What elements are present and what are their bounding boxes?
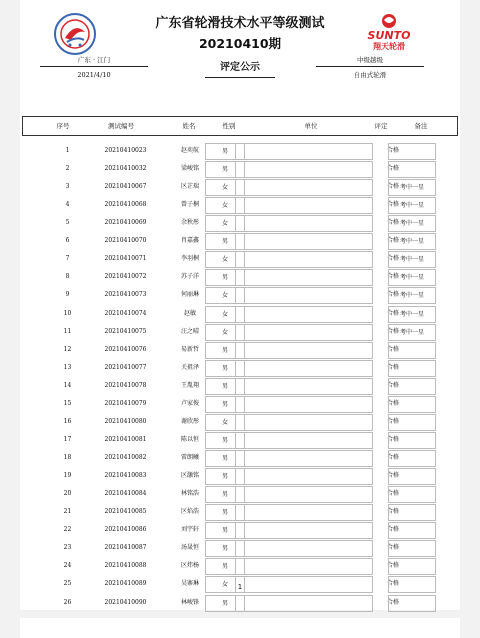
row-sex: 男 (205, 432, 245, 449)
row-sex: 男 (205, 143, 245, 160)
row-unit (235, 486, 373, 503)
row-name: 关祖泽 (180, 363, 199, 371)
page-number: 1 (237, 583, 243, 591)
row-note: 考中一星 (388, 287, 436, 304)
row-test-id: 20210410081 (104, 435, 147, 443)
row-result: 合格 (386, 309, 399, 317)
row-test-id: 20210410077 (104, 363, 147, 371)
row-unit (235, 396, 373, 413)
row-name: 易新哲 (180, 345, 199, 353)
row-result: 合格 (386, 508, 399, 516)
row-number: 14 (63, 381, 72, 389)
sponsor-logo (366, 12, 412, 52)
row-test-id: 20210410074 (104, 309, 147, 317)
row-unit (235, 269, 373, 286)
row-note (388, 576, 436, 593)
row-note: 考中一星 (388, 233, 436, 250)
row-note (388, 378, 436, 395)
row-result: 合格 (386, 183, 399, 191)
header-sex: 性别 (222, 122, 236, 130)
row-unit (235, 414, 373, 431)
row-name: 汪之晴 (180, 327, 199, 335)
row-test-id: 20210410089 (104, 580, 147, 588)
row-sex: 女 (205, 414, 245, 431)
table-row (40, 287, 430, 304)
row-note (388, 486, 436, 503)
row-sex: 男 (205, 450, 245, 467)
row-name: 赵奕航 (180, 147, 199, 154)
row-test-id: 20210410082 (104, 454, 147, 462)
row-unit (235, 378, 373, 395)
table-row (40, 414, 430, 431)
row-sex: 男 (205, 595, 245, 612)
row-test-id: 20210410075 (104, 327, 147, 335)
row-name: 刘宇轩 (180, 526, 199, 534)
row-note: 考中一星 (388, 179, 436, 196)
row-sex: 男 (205, 342, 245, 359)
row-unit (235, 233, 373, 250)
row-note: 考中一星 (388, 269, 436, 286)
table-header (22, 116, 458, 136)
row-note: 考中一星 (388, 251, 436, 268)
table-row (40, 522, 430, 539)
table-row (40, 233, 430, 250)
level-underline (316, 66, 424, 67)
row-note (388, 414, 436, 431)
row-number: 12 (63, 345, 72, 353)
row-note (388, 450, 436, 467)
row-result: 合格 (386, 291, 399, 299)
row-test-id: 20210410076 (104, 345, 147, 353)
row-test-id: 20210410073 (104, 291, 147, 299)
table-row (40, 251, 430, 268)
row-note (388, 540, 436, 557)
row-result: 合格 (386, 219, 399, 227)
row-result: 合格 (386, 147, 399, 154)
row-test-id: 20210410087 (104, 544, 147, 552)
row-sex: 女 (205, 179, 245, 196)
row-number: 2 (65, 165, 70, 173)
row-result: 合格 (386, 526, 399, 534)
row-sex: 男 (205, 486, 245, 503)
row-number: 25 (63, 580, 72, 588)
row-number: 1 (65, 147, 70, 154)
row-unit (235, 450, 373, 467)
row-number: 15 (63, 399, 72, 407)
row-unit (235, 215, 373, 232)
table-row (40, 504, 430, 521)
row-name: 苏子洋 (180, 273, 199, 281)
row-unit (235, 504, 373, 521)
row-unit (235, 595, 373, 612)
row-sex: 女 (205, 215, 245, 232)
row-note (388, 432, 436, 449)
table-row (40, 468, 430, 485)
row-note (388, 558, 436, 575)
row-result: 合格 (386, 544, 399, 552)
row-sex: 男 (205, 161, 245, 178)
row-test-id: 20210410088 (104, 562, 147, 570)
row-test-id: 20210410080 (104, 417, 147, 425)
row-name: 李羽桐 (180, 255, 199, 263)
table-row (40, 197, 430, 214)
row-result: 合格 (386, 490, 399, 498)
row-result: 合格 (386, 165, 399, 173)
row-test-id: 20210410068 (104, 201, 147, 209)
row-test-id: 20210410078 (104, 381, 147, 389)
row-name: 赵敏 (183, 309, 196, 317)
row-name: 区灏铭 (180, 472, 199, 480)
row-number: 5 (65, 219, 70, 227)
row-note (388, 522, 436, 539)
row-name: 林峻锋 (180, 598, 199, 606)
row-name: 余秋彤 (180, 219, 199, 227)
table-row (40, 179, 430, 196)
row-test-id: 20210410070 (104, 237, 147, 245)
table-row (40, 161, 430, 178)
row-name: 肖嘉鑫 (180, 237, 199, 245)
table-row (40, 215, 430, 232)
row-number: 3 (65, 183, 70, 191)
row-number: 19 (63, 472, 72, 480)
row-name: 陈以恒 (180, 435, 199, 443)
row-name: 汤晟恒 (180, 544, 199, 552)
header-no: 序号 (56, 122, 70, 130)
row-sex: 男 (205, 360, 245, 377)
header-name: 姓名 (182, 122, 196, 130)
row-result: 合格 (386, 381, 399, 389)
row-number: 9 (65, 291, 70, 299)
row-name: 卢家俊 (180, 399, 199, 407)
row-note: 考中一星 (388, 197, 436, 214)
row-test-id: 20210410023 (104, 147, 147, 154)
row-result: 合格 (386, 454, 399, 462)
row-number: 6 (65, 237, 70, 245)
row-result: 合格 (386, 201, 399, 209)
row-unit (235, 576, 373, 593)
row-sex: 女 (205, 251, 245, 268)
row-test-id: 20210410072 (104, 273, 147, 281)
table-row (40, 540, 430, 557)
row-note (388, 342, 436, 359)
row-number: 20 (63, 490, 72, 498)
table-row (40, 143, 430, 160)
sponsor-logo-text: SUNTO (367, 29, 411, 42)
row-note (388, 504, 436, 521)
row-test-id: 20210410067 (104, 183, 147, 191)
row-unit (235, 161, 373, 178)
row-number: 11 (63, 327, 72, 335)
association-logo (53, 12, 97, 56)
row-note (388, 360, 436, 377)
row-unit (235, 143, 373, 160)
row-number: 22 (63, 526, 72, 534)
row-result: 合格 (386, 345, 399, 353)
row-name: 林铭浩 (180, 490, 199, 498)
row-sex: 女 (205, 576, 245, 593)
row-unit (235, 558, 373, 575)
table-row (40, 378, 430, 395)
row-result: 合格 (386, 435, 399, 443)
row-sex: 女 (205, 197, 245, 214)
row-number: 18 (63, 454, 72, 462)
row-unit (235, 287, 373, 304)
table-row (40, 269, 430, 286)
row-number: 23 (63, 544, 72, 552)
date-label: 2021/4/10 (77, 71, 111, 79)
subtitle-underline (205, 77, 275, 78)
document-subtitle: 评定公示 (220, 62, 260, 73)
row-result: 合格 (386, 273, 399, 281)
row-name: 王胤翔 (180, 381, 199, 389)
table-row (40, 450, 430, 467)
category-label: 自由式轮滑 (353, 71, 387, 79)
row-unit (235, 540, 373, 557)
row-sex: 男 (205, 522, 245, 539)
row-name: 曾子桐 (180, 201, 199, 209)
row-test-id: 20210410069 (104, 219, 147, 227)
row-test-id: 20210410090 (104, 598, 147, 606)
row-sex: 女 (205, 287, 245, 304)
row-number: 21 (63, 508, 72, 516)
row-sex: 男 (205, 269, 245, 286)
row-sex: 女 (205, 324, 245, 341)
header-id: 测试编号 (108, 122, 134, 130)
location-label: 广东 · 江门 (77, 56, 111, 64)
row-unit (235, 251, 373, 268)
row-name: 何丽琳 (180, 291, 199, 299)
row-result: 合格 (386, 363, 399, 371)
row-unit (235, 342, 373, 359)
row-note (388, 468, 436, 485)
row-sex: 男 (205, 233, 245, 250)
row-unit (235, 179, 373, 196)
row-number: 8 (65, 273, 70, 281)
row-note: 考中一星 (388, 306, 436, 323)
row-unit (235, 306, 373, 323)
row-sex: 男 (205, 504, 245, 521)
row-test-id: 20210410032 (104, 165, 147, 173)
level-label: 中级越级 (357, 56, 383, 64)
table-row (40, 342, 430, 359)
row-result: 合格 (386, 562, 399, 570)
row-result: 合格 (386, 237, 399, 245)
row-test-id: 20210410071 (104, 255, 147, 263)
row-name: 谢欣彤 (180, 417, 199, 425)
table-row (40, 486, 430, 503)
row-unit (235, 324, 373, 341)
table-row (40, 595, 430, 612)
row-result: 合格 (386, 598, 399, 606)
table-row (40, 306, 430, 323)
table-row (40, 360, 430, 377)
location-underline (40, 66, 148, 67)
row-unit (235, 468, 373, 485)
row-name: 雷朗曦 (180, 454, 199, 462)
row-sex: 男 (205, 378, 245, 395)
row-sex: 女 (205, 306, 245, 323)
row-name: 区芷瑞 (180, 183, 199, 191)
row-note (388, 143, 436, 160)
document-title: 广东省轮滑技术水平等级测试 (155, 16, 325, 31)
next-page-edge (20, 618, 460, 638)
row-number: 17 (63, 435, 72, 443)
row-name: 区焰浩 (180, 508, 199, 516)
row-test-id: 20210410085 (104, 508, 147, 516)
header-result: 评定 (374, 122, 388, 130)
document-session: 20210410期 (198, 36, 282, 51)
row-test-id: 20210410083 (104, 472, 147, 480)
header-note: 备注 (414, 122, 428, 130)
row-note: 考中一星 (388, 324, 436, 341)
row-test-id: 20210410079 (104, 399, 147, 407)
row-note (388, 396, 436, 413)
table-row (40, 396, 430, 413)
row-note (388, 595, 436, 612)
row-note: 考中一星 (388, 215, 436, 232)
row-test-id: 20210410084 (104, 490, 147, 498)
sponsor-logo-subtext: 翔天轮滑 (373, 42, 405, 51)
table-row (40, 432, 430, 449)
table-row (40, 558, 430, 575)
table-row (40, 324, 430, 341)
row-unit (235, 360, 373, 377)
row-test-id: 20210410086 (104, 526, 147, 534)
row-name: 吴寨琳 (180, 580, 199, 588)
row-result: 合格 (386, 327, 399, 335)
header-unit: 单位 (304, 122, 318, 130)
row-sex: 男 (205, 540, 245, 557)
row-sex: 男 (205, 558, 245, 575)
row-result: 合格 (386, 472, 399, 480)
row-number: 10 (63, 309, 72, 317)
row-unit (235, 432, 373, 449)
row-number: 4 (65, 201, 70, 209)
row-name: 区炜杨 (180, 562, 199, 570)
row-number: 16 (63, 417, 72, 425)
row-unit (235, 197, 373, 214)
row-sex: 男 (205, 396, 245, 413)
row-unit (235, 522, 373, 539)
row-note (388, 161, 436, 178)
row-number: 24 (63, 562, 72, 570)
row-number: 26 (63, 598, 72, 606)
row-name: 梁峻铭 (180, 165, 199, 173)
row-sex: 男 (205, 468, 245, 485)
row-result: 合格 (386, 580, 399, 588)
row-result: 合格 (386, 417, 399, 425)
row-number: 7 (65, 255, 70, 263)
row-result: 合格 (386, 399, 399, 407)
row-number: 13 (63, 363, 72, 371)
row-result: 合格 (386, 255, 399, 263)
